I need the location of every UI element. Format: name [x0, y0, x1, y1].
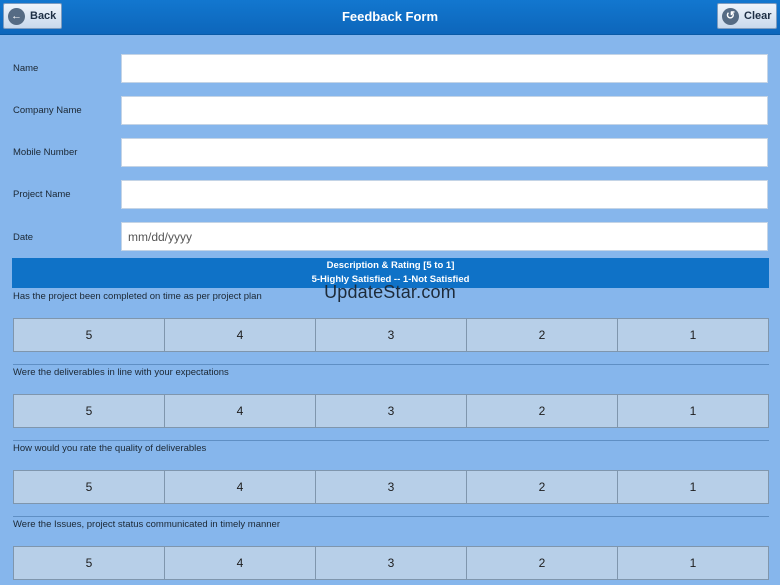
name-field[interactable] — [121, 54, 768, 83]
rating-option-4[interactable]: 4 — [165, 319, 316, 351]
rating-option-5[interactable]: 5 — [14, 395, 165, 427]
question-2: Were the deliverables in line with your expectations — [13, 367, 229, 378]
banner-line-2: 5-Highly Satisfied -- 1-Not Satisfied — [311, 274, 470, 285]
arrow-left-icon: ← — [8, 8, 25, 25]
divider — [13, 440, 769, 441]
rating-option-3[interactable]: 3 — [316, 395, 467, 427]
rating-option-3[interactable]: 3 — [316, 547, 467, 579]
rating-row-2 — [13, 394, 769, 428]
rating-option-4[interactable]: 4 — [165, 547, 316, 579]
back-button-label: Back — [30, 10, 57, 22]
project-name-label: Project Name — [13, 189, 71, 200]
rating-option-3[interactable]: 3 — [316, 319, 467, 351]
clear-button-label: Clear — [744, 10, 772, 22]
date-label: Date — [13, 232, 34, 243]
question-1: Has the project been completed on time as per project plan — [13, 291, 262, 302]
rating-option-1[interactable]: 1 — [618, 471, 768, 503]
rating-option-5[interactable]: 5 — [14, 319, 165, 351]
rating-option-2[interactable]: 2 — [467, 395, 618, 427]
rating-option-2[interactable]: 2 — [467, 547, 618, 579]
rating-option-1[interactable]: 1 — [618, 395, 768, 427]
banner-line-1: Description & Rating [5 to 1] — [326, 260, 455, 271]
clear-button[interactable] — [717, 3, 777, 29]
page-title: Feedback Form — [341, 9, 439, 24]
project-name-field[interactable] — [121, 180, 768, 209]
date-field[interactable] — [121, 222, 768, 251]
mobile-number-field[interactable] — [121, 138, 768, 167]
mobile-number-label: Mobile Number — [13, 147, 78, 158]
rating-option-3[interactable]: 3 — [316, 471, 467, 503]
question-3: How would you rate the quality of deliverables — [13, 443, 207, 454]
rating-option-5[interactable]: 5 — [14, 471, 165, 503]
clear-icon: ↺ — [722, 8, 739, 25]
divider — [13, 516, 769, 517]
rating-row-1 — [13, 318, 769, 352]
rating-option-4[interactable]: 4 — [165, 471, 316, 503]
rating-option-4[interactable]: 4 — [165, 395, 316, 427]
rating-option-1[interactable]: 1 — [618, 319, 768, 351]
watermark: UpdateStar.com — [324, 282, 456, 302]
divider — [13, 364, 769, 365]
rating-row-4 — [13, 546, 769, 580]
question-4: Were the Issues, project status communicated in timely manner — [13, 519, 280, 530]
rating-option-2[interactable]: 2 — [467, 471, 618, 503]
company-name-field[interactable] — [121, 96, 768, 125]
rating-option-2[interactable]: 2 — [467, 319, 618, 351]
company-name-label: Company Name — [13, 105, 82, 116]
name-label: Name — [13, 63, 39, 74]
back-button[interactable] — [3, 3, 62, 29]
rating-option-1[interactable]: 1 — [618, 547, 768, 579]
rating-row-3 — [13, 470, 769, 504]
rating-option-5[interactable]: 5 — [14, 547, 165, 579]
